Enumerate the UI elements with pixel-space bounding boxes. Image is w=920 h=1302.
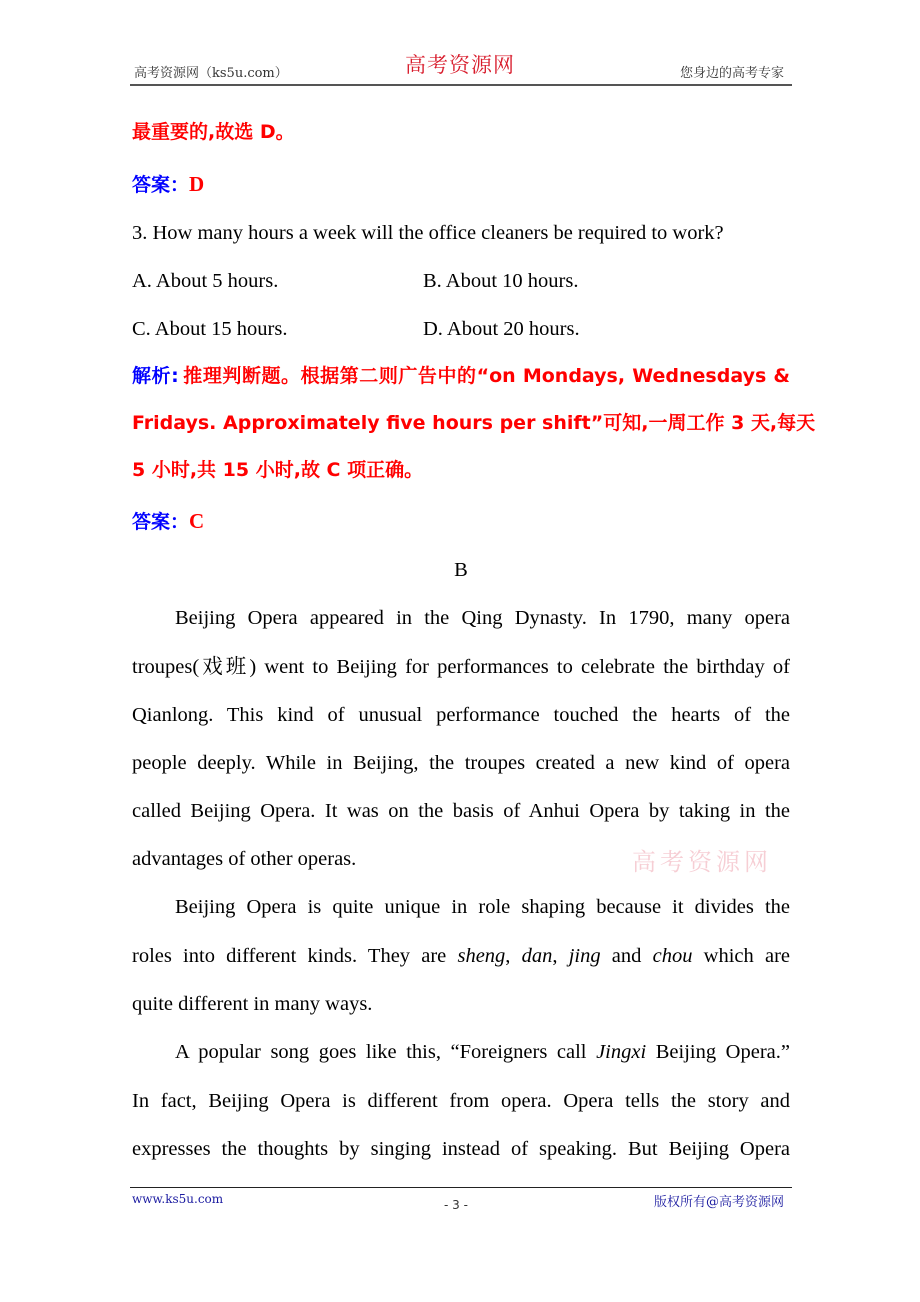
role-dan: dan [521,945,553,967]
footer-website-link[interactable]: www.ks5u.com [132,1192,224,1206]
passage-p1-line-5: called Beijing Opera. It was on the basis of Anhui Opera by taking in the [132,800,790,822]
passage-p3-line-1: A popular song goes like this, “Foreigners call Jingxi Beijing Opera.” [175,1041,790,1063]
passage-p1-line-3: Qianlong. This kind of unusual performance touched the hearts of the [132,704,790,726]
role-sheng: sheng [457,945,506,967]
answer-label: 答案： [132,511,190,533]
analysis-label: 解析: [132,365,179,387]
passage-p3-line-2: In fact, Beijing Opera is different from opera. Opera tells the story and [132,1090,790,1112]
role-chou: chou [652,945,693,967]
watermark: 高考资源网 [632,848,772,876]
footer-divider [130,1187,792,1188]
option-c: C. About 15 hours. [132,318,288,340]
header-divider [130,84,792,86]
passage-p3-line-3: expresses the thoughts by singing instead of speaking. But Beijing Opera [132,1138,790,1160]
answer-3 [132,507,790,538]
answer-2 [132,170,790,201]
question-3-stem: 3. How many hours a week will the office cleaners be required to work? [132,222,724,244]
option-a: A. About 5 hours. [132,270,279,292]
role-jing: jing [568,945,601,967]
analysis-line-1: 解析: 推理判断题。根据第二则广告中的“on Mondays, Wednesdays & [132,365,790,387]
answer-label: 答案： [132,174,190,196]
footer-copyright: 版权所有@高考资源网 [653,1195,784,1210]
previous-analysis-tail: 最重要的,故选 D。 [132,121,295,143]
passage-p2-line-2: roles into different kinds. They are sheng, dan, jing and chou which are [132,945,790,967]
option-d: D. About 20 hours. [423,318,580,340]
analysis-line-2: Fridays. Approximately five hours per shift”可知,一周工作 3 天,每天 [132,412,816,434]
passage-p1-line-1: Beijing Opera appeared in the Qing Dynasty. In 1790, many opera [175,607,790,629]
page-number: - 3 - [444,1198,468,1212]
passage-p1-line-4: people deeply. While in Beijing, the troupes created a new kind of opera [132,752,790,774]
header-site-name: 高考资源网（ks5u.com） [134,66,288,81]
term-jingxi: Jingxi [596,1041,647,1063]
passage-p2-line-3: quite different in many ways. [132,993,373,1015]
answer-value: C [189,509,205,533]
option-b: B. About 10 hours. [423,270,579,292]
answer-value: D [189,172,205,196]
passage-p1-line-6: advantages of other operas. [132,848,357,870]
header-slogan: 您身边的高考专家 [679,66,784,81]
passage-p1-line-2: troupes(戏班) went to Beijing for performances to celebrate the birthday of [132,656,790,678]
analysis-line-3: 5 小时,共 15 小时,故 C 项正确。 [132,459,424,481]
section-title: B [454,559,468,581]
header-logo: 高考资源网 [405,53,515,77]
passage-p2-line-1: Beijing Opera is quite unique in role shaping because it divides the [175,896,790,918]
